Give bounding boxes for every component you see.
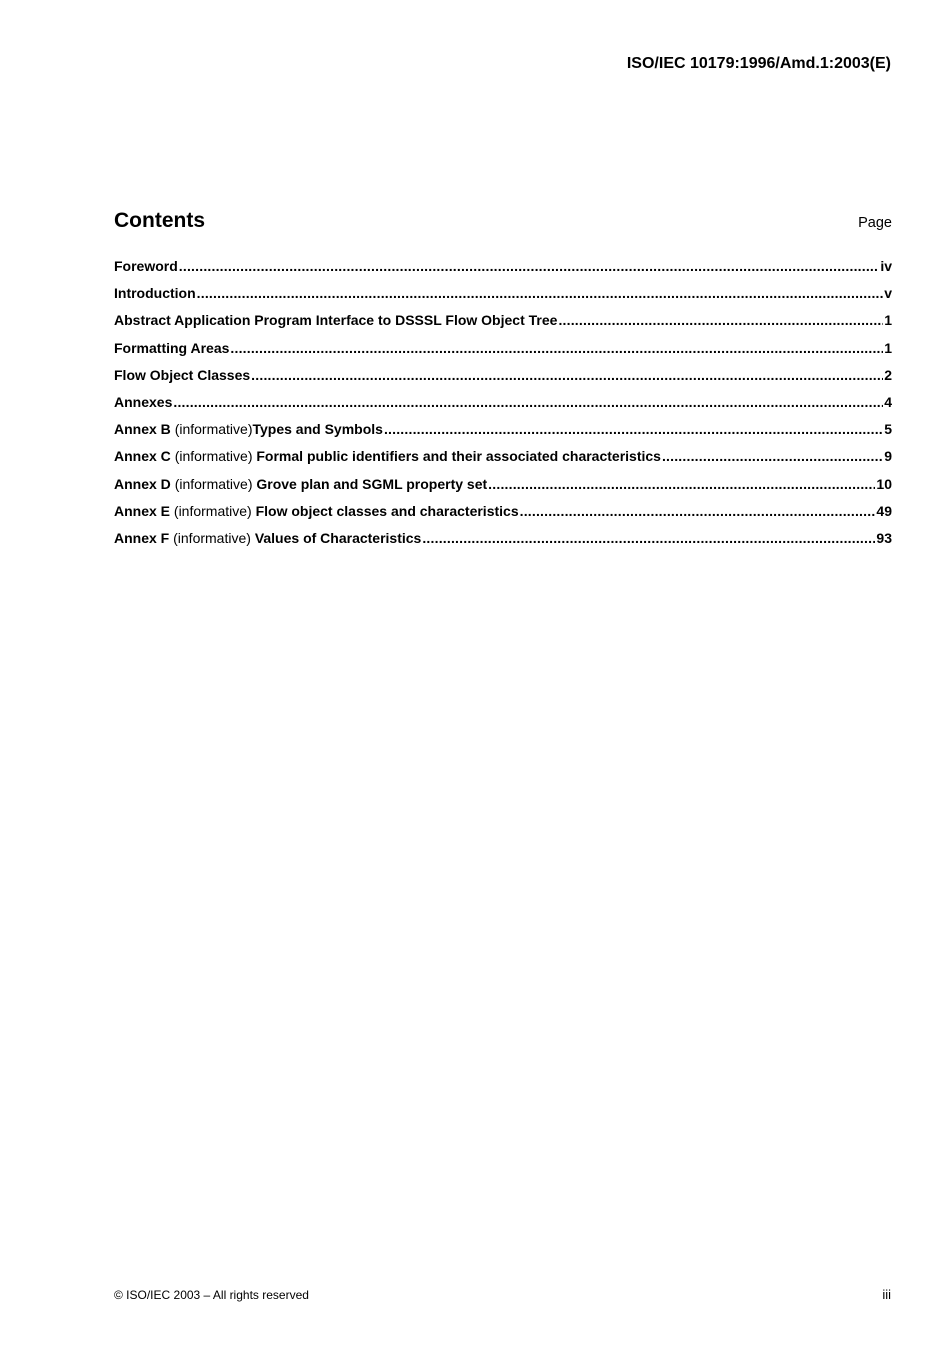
- document-identifier: ISO/IEC 10179:1996/Amd.1:2003(E): [626, 55, 891, 72]
- toc-entry-annex-b[interactable]: [114, 421, 892, 448]
- toc-entry-label: Flow Object Classes: [114, 366, 251, 383]
- toc-entry-title: Grove plan and SGML property set: [256, 475, 488, 492]
- toc-entry-annex-c[interactable]: [114, 448, 892, 475]
- toc-entry-page: 49: [876, 502, 892, 519]
- toc-dot-leader: [251, 367, 883, 383]
- toc-entry-label: Abstract Application Program Interface to DSSSL Flow Object Tree: [114, 312, 558, 329]
- toc-dot-leader: [520, 503, 876, 519]
- toc-entry-label: Annex C: [114, 448, 171, 465]
- toc-entry-page: v: [884, 285, 892, 302]
- page-column-label: Page: [858, 215, 892, 231]
- toc-entry-informative: (informative): [174, 421, 253, 438]
- table-of-contents: [114, 258, 892, 557]
- toc-entry-page: 9: [884, 448, 892, 465]
- toc-entry-label: Annex B: [114, 421, 171, 438]
- toc-entry-annex-f[interactable]: [114, 530, 892, 557]
- toc-dot-leader: [384, 421, 883, 437]
- toc-entry-page: 5: [884, 421, 892, 438]
- toc-dot-leader: [662, 448, 883, 464]
- toc-dot-leader: [197, 285, 884, 301]
- toc-entry-title: Values of Characteristics: [254, 529, 422, 546]
- toc-entry-label: Annexes: [114, 393, 173, 410]
- footer-page-number: iii: [882, 1287, 891, 1302]
- toc-entry-page: 1: [884, 312, 892, 329]
- footer-copyright: © ISO/IEC 2003 – All rights reserved: [114, 1288, 309, 1302]
- toc-entry-annex-d[interactable]: [114, 476, 892, 503]
- toc-entry-title: Formal public identifiers and their associated characteristics: [256, 448, 661, 465]
- toc-entry-title: Flow object classes and characteristics: [255, 502, 519, 519]
- toc-entry-page: 1: [884, 339, 892, 356]
- toc-entry-flow-object-classes[interactable]: [114, 367, 892, 394]
- toc-entry-label: Foreword: [114, 258, 178, 274]
- contents-header: [114, 209, 892, 233]
- toc-dot-leader: [558, 312, 883, 328]
- toc-entry-informative: (informative): [173, 529, 251, 546]
- toc-entry-annexes[interactable]: [114, 394, 892, 421]
- toc-dot-leader: [179, 258, 880, 274]
- toc-entry-title: Types and Symbols: [252, 421, 383, 438]
- toc-entry-informative: (informative): [174, 448, 253, 465]
- toc-entry-informative: (informative): [174, 475, 253, 492]
- toc-entry-foreword[interactable]: [114, 258, 892, 285]
- toc-entry-page: 4: [884, 393, 892, 410]
- toc-dot-leader: [173, 394, 883, 410]
- toc-dot-leader: [230, 340, 883, 356]
- toc-entry-abstract-api[interactable]: [114, 312, 892, 339]
- toc-entry-informative: (informative): [173, 502, 252, 519]
- toc-entry-label: Annex D: [114, 475, 171, 492]
- contents-title: Contents: [114, 209, 205, 232]
- toc-entry-label: Annex E: [114, 502, 171, 519]
- toc-entry-page: 10: [876, 475, 892, 492]
- toc-entry-introduction[interactable]: [114, 285, 892, 312]
- toc-entry-annex-e[interactable]: [114, 503, 892, 530]
- toc-entry-page: iv: [880, 258, 892, 274]
- toc-dot-leader: [422, 530, 875, 546]
- toc-entry-label: Formatting Areas: [114, 339, 230, 356]
- toc-entry-formatting-areas[interactable]: [114, 340, 892, 367]
- toc-entry-label: Introduction: [114, 285, 196, 302]
- toc-dot-leader: [488, 476, 875, 492]
- toc-entry-page: 93: [876, 529, 892, 546]
- toc-entry-label: Annex F: [114, 529, 170, 546]
- toc-entry-page: 2: [884, 366, 892, 383]
